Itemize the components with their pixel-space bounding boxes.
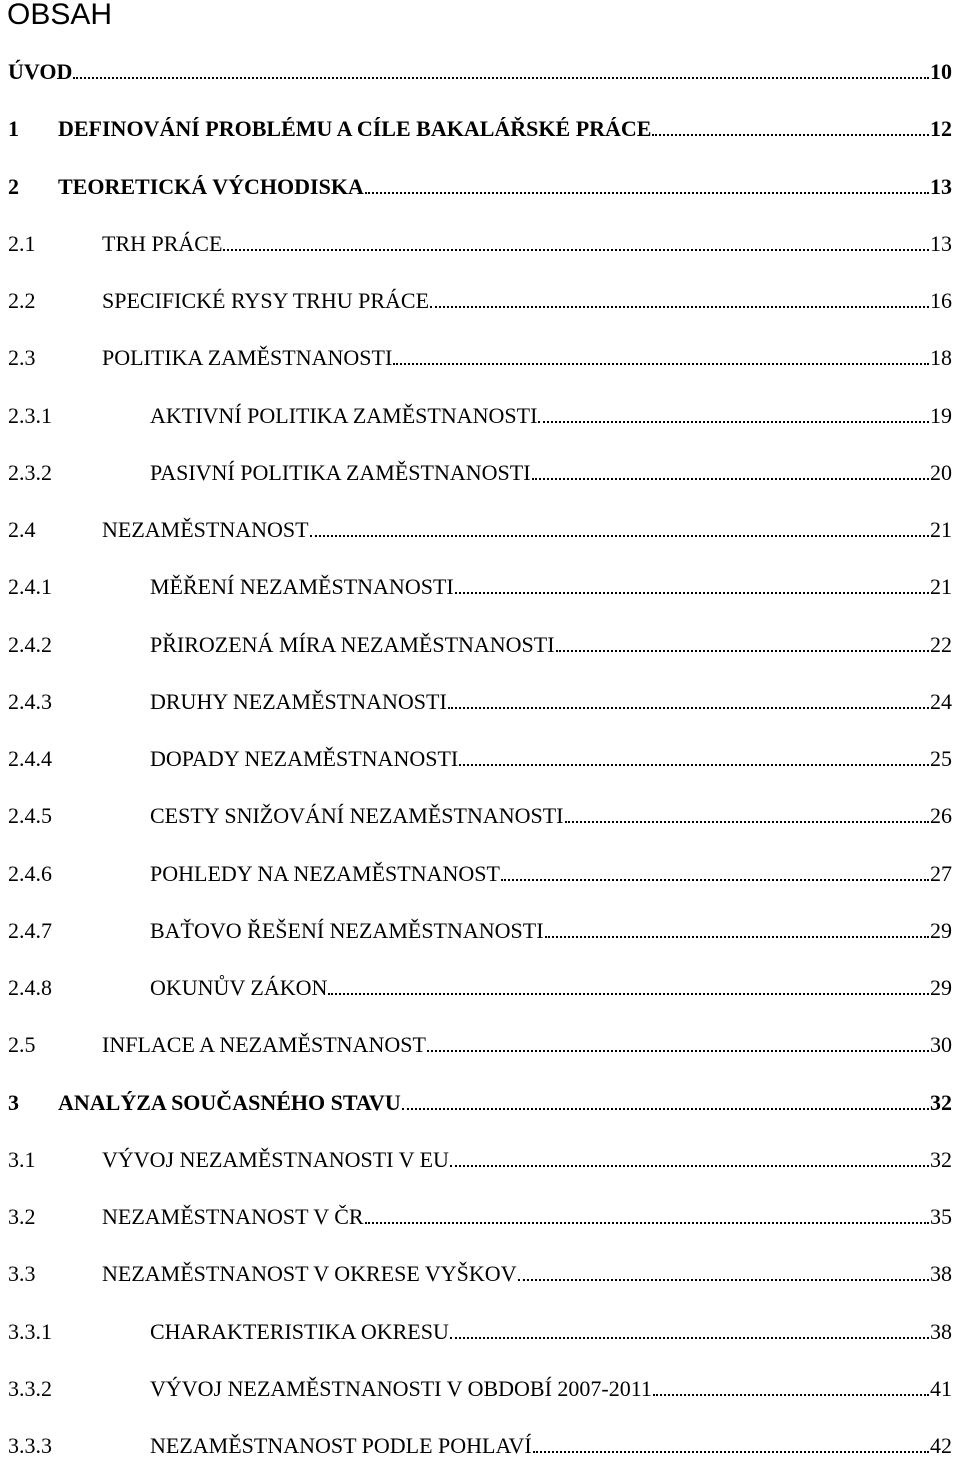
- toc-entry-page-number: 29: [930, 918, 952, 943]
- dot-leader: [402, 1108, 929, 1110]
- dot-leader: [365, 192, 929, 194]
- toc-entry-number: 2.4.5: [8, 803, 52, 828]
- toc-entry-number: 3.2: [8, 1204, 36, 1229]
- toc-entry-label: DOPADY NEZAMĚSTNANOSTI: [150, 746, 459, 771]
- toc-entry[interactable]: [8, 1369, 952, 1401]
- dot-leader: [310, 535, 929, 537]
- toc-entry-page-number: 21: [930, 574, 952, 599]
- toc-entry-label: POLITIKA ZAMĚSTNANOSTI: [102, 345, 393, 370]
- toc-entry-page-number: 18: [930, 345, 952, 370]
- toc-entry-number: 2.4.1: [8, 574, 52, 599]
- dot-leader: [393, 363, 929, 365]
- toc-entry[interactable]: [8, 109, 952, 141]
- dot-leader: [501, 879, 929, 881]
- toc-entry-number: 3.3.2: [8, 1376, 52, 1401]
- dot-leader: [223, 249, 929, 251]
- toc-entry[interactable]: [8, 968, 952, 1000]
- dot-leader: [365, 1222, 929, 1224]
- dot-leader: [73, 77, 929, 79]
- toc-entry-number: 2.2: [8, 288, 36, 313]
- dot-leader: [450, 1337, 929, 1339]
- toc-entry[interactable]: [8, 338, 952, 370]
- toc-entry-page-number: 35: [930, 1204, 952, 1229]
- toc-entry-label: DRUHY NEZAMĚSTNANOSTI: [150, 689, 447, 714]
- toc-entry[interactable]: [8, 52, 952, 84]
- toc-entry-label: NEZAMĚSTNANOST V OKRESE VYŠKOV: [102, 1261, 517, 1286]
- toc-entry-page-number: 13: [930, 231, 952, 256]
- toc-entry-label: ÚVOD: [8, 59, 73, 84]
- toc-entry-number: 2.3: [8, 345, 36, 370]
- toc-entry-page-number: 32: [930, 1090, 952, 1115]
- toc-entry-label: ANALÝZA SOUČASNÉHO STAVU: [58, 1090, 401, 1115]
- toc-entry-label: PŘIROZENÁ MÍRA NEZAMĚSTNANOSTI: [150, 632, 555, 657]
- toc-entry[interactable]: [8, 510, 952, 542]
- dot-leader: [455, 592, 929, 594]
- dot-leader: [448, 707, 929, 709]
- dot-leader: [427, 1050, 929, 1052]
- dot-leader: [532, 478, 929, 480]
- toc-entry-page-number: 12: [930, 116, 952, 141]
- dot-leader: [538, 421, 929, 423]
- toc-entry[interactable]: [8, 281, 952, 313]
- toc-entry-label: AKTIVNÍ POLITIKA ZAMĚSTNANOSTI: [150, 403, 538, 428]
- toc-entry[interactable]: [8, 682, 952, 714]
- dot-leader: [430, 306, 929, 308]
- dot-leader: [545, 936, 929, 938]
- toc-entry-number: 2.1: [8, 231, 36, 256]
- toc-entry-label: PASIVNÍ POLITIKA ZAMĚSTNANOSTI: [150, 460, 531, 485]
- dot-leader: [328, 993, 929, 995]
- toc-entry[interactable]: [8, 396, 952, 428]
- toc-entry-number: 3: [8, 1090, 19, 1115]
- dot-leader: [459, 764, 929, 766]
- dot-leader: [565, 821, 930, 823]
- toc-entry-label: TEORETICKÁ VÝCHODISKA: [58, 174, 364, 199]
- toc-entry-page-number: 38: [930, 1319, 952, 1344]
- toc-entry[interactable]: [8, 1312, 952, 1344]
- toc-entry-page-number: 30: [930, 1032, 952, 1057]
- toc-entry[interactable]: [8, 625, 952, 657]
- toc-entry-label: NEZAMĚSTNANOST PODLE POHLAVÍ: [150, 1433, 532, 1458]
- toc-entry-number: 2.4.7: [8, 918, 52, 943]
- toc-entry-page-number: 42: [930, 1433, 952, 1458]
- toc-entry-label: BAŤOVO ŘEŠENÍ NEZAMĚSTNANOSTI: [150, 918, 544, 943]
- toc-entry-number: 2.4.2: [8, 632, 52, 657]
- toc-entry-number: 2.3.2: [8, 460, 52, 485]
- toc-entry-page-number: 22: [930, 632, 952, 657]
- toc-entry-page-number: 27: [930, 861, 952, 886]
- toc-entry-number: 2: [8, 174, 19, 199]
- toc-entry-label: VÝVOJ NEZAMĚSTNANOSTI V EU: [102, 1147, 449, 1172]
- toc-entry[interactable]: [8, 224, 952, 256]
- toc-entry-number: 2.4.4: [8, 746, 52, 771]
- toc-entry-label: MĚŘENÍ NEZAMĚSTNANOSTI: [150, 574, 454, 599]
- dot-leader: [653, 1394, 929, 1396]
- toc-entry-page-number: 24: [930, 689, 952, 714]
- toc-entry-page-number: 20: [930, 460, 952, 485]
- toc-entry[interactable]: [8, 739, 952, 771]
- toc-entry-page-number: 10: [930, 59, 952, 84]
- dot-leader: [518, 1279, 929, 1281]
- toc-entry-label: DEFINOVÁNÍ PROBLÉMU A CÍLE BAKALÁŘSKÉ PRÁCE: [58, 116, 652, 141]
- toc-entry[interactable]: [8, 1426, 952, 1458]
- toc-entry-page-number: 19: [930, 403, 952, 428]
- toc-entry-page-number: 13: [930, 174, 952, 199]
- dot-leader: [556, 650, 929, 652]
- toc-entry[interactable]: [8, 911, 952, 943]
- toc-entry-label: VÝVOJ NEZAMĚSTNANOSTI V OBDOBÍ 2007-2011: [150, 1376, 652, 1401]
- toc-entry[interactable]: [8, 1197, 952, 1229]
- toc-entry-page-number: 16: [930, 288, 952, 313]
- toc-entry[interactable]: [8, 854, 952, 886]
- toc-entry[interactable]: [8, 1254, 952, 1286]
- toc-entry-label: TRH PRÁCE: [102, 231, 223, 256]
- toc-entry[interactable]: [8, 567, 952, 599]
- dot-leader: [533, 1451, 929, 1453]
- dot-leader: [652, 134, 929, 136]
- toc-entry-label: NEZAMĚSTNANOST V ČR: [102, 1204, 364, 1229]
- toc-entry-number: 3.3.3: [8, 1433, 52, 1458]
- toc-entry-label: CHARAKTERISTIKA OKRESU: [150, 1319, 449, 1344]
- toc-entry[interactable]: [8, 1140, 952, 1172]
- toc-entry-number: 3.3: [8, 1261, 36, 1286]
- toc-entry-page-number: 32: [930, 1147, 952, 1172]
- toc-entry-label: INFLACE A NEZAMĚSTNANOST: [102, 1032, 426, 1057]
- toc-entry-label: OKUNŮV ZÁKON: [150, 975, 328, 1000]
- toc-entry[interactable]: [8, 453, 952, 485]
- toc-entry-page-number: 29: [930, 975, 952, 1000]
- toc-entry-label: POHLEDY NA NEZAMĚSTNANOST: [150, 861, 500, 886]
- toc-entry-label: NEZAMĚSTNANOST: [102, 517, 309, 542]
- toc-entry-number: 2.4: [8, 517, 36, 542]
- toc-entry-number: 2.5: [8, 1032, 36, 1057]
- dot-leader: [450, 1165, 929, 1167]
- toc-entry-page-number: 26: [930, 803, 952, 828]
- toc-entry-number: 3.1: [8, 1147, 36, 1172]
- toc-entry-number: 2.4.3: [8, 689, 52, 714]
- toc-entry-number: 2.4.6: [8, 861, 52, 886]
- toc-entry-label: SPECIFICKÉ RYSY TRHU PRÁCE: [102, 288, 430, 313]
- toc-entry-number: 1: [8, 116, 19, 141]
- toc-entry-page-number: 41: [930, 1376, 952, 1401]
- toc-entry-label: CESTY SNIŽOVÁNÍ NEZAMĚSTNANOSTI: [150, 803, 564, 828]
- toc-entry[interactable]: [8, 796, 952, 828]
- toc-entry[interactable]: [8, 167, 952, 199]
- toc-entry-number: 2.4.8: [8, 975, 52, 1000]
- page-title: OBSAH: [7, 0, 113, 31]
- toc-entry-page-number: 21: [930, 517, 952, 542]
- toc-entry-number: 2.3.1: [8, 403, 52, 428]
- toc-entry[interactable]: [8, 1025, 952, 1057]
- toc-entry-page-number: 25: [930, 746, 952, 771]
- toc-entry[interactable]: [8, 1083, 952, 1115]
- toc-entry-page-number: 38: [930, 1261, 952, 1286]
- toc-entry-number: 3.3.1: [8, 1319, 52, 1344]
